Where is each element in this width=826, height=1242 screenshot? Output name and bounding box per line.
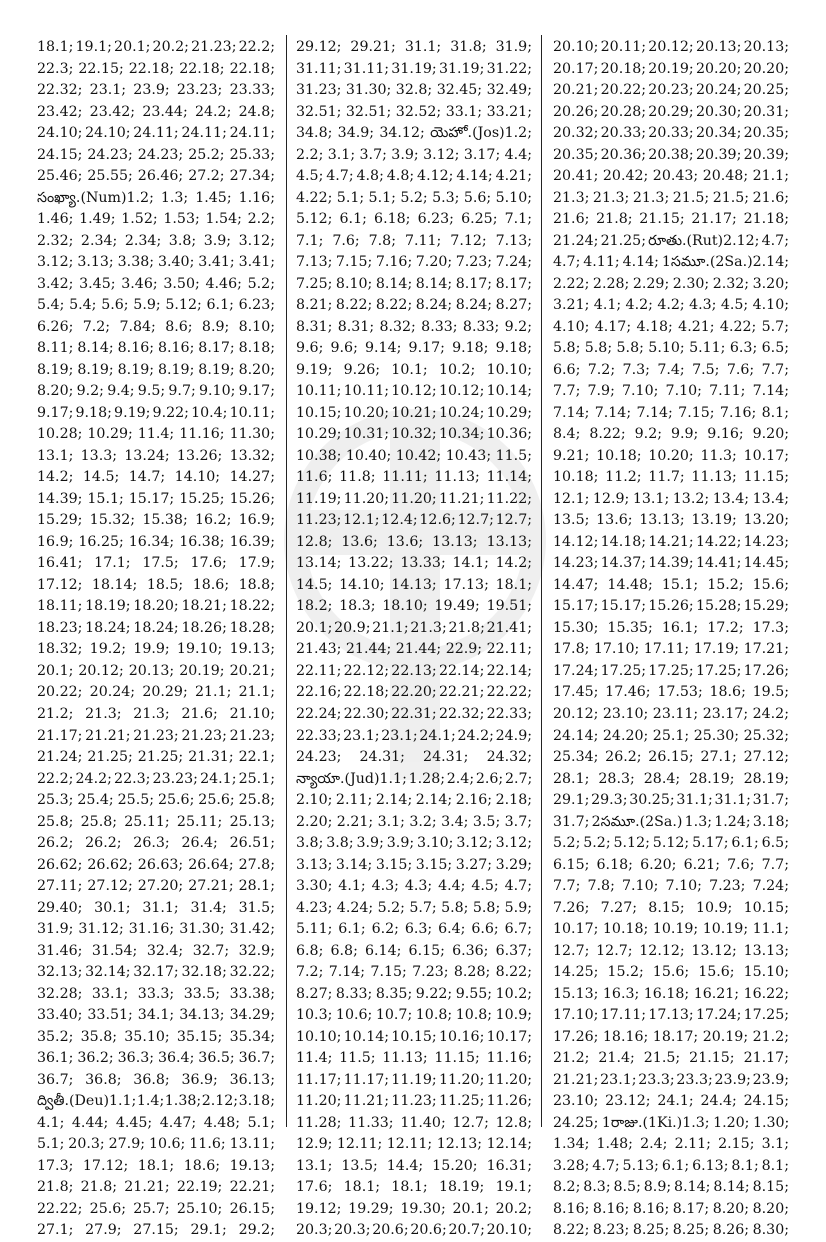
reference-line: 9.21; 10.18; 10.20; 11.3; 10.17; <box>553 447 789 464</box>
reference-line: 34.8; 34.9; 34.12; యెహో.(Jos)1.2; <box>296 125 532 142</box>
reference-line: 7.14; 7.14; 7.14; 7.15; 7.16; 8.1; <box>553 404 789 421</box>
reference-line: 8.16; 8.16; 8.16; 8.17; 8.20; 8.20; <box>553 1200 789 1217</box>
reference-line: 5.12; 6.1; 6.18; 6.23; 6.25; 7.1; <box>296 211 532 228</box>
reference-line: 9.6; 9.6; 9.14; 9.17; 9.18; 9.18; <box>296 340 532 357</box>
reference-line: 21.43; 21.44; 21.44; 22.9; 22.11; <box>296 641 532 658</box>
reference-line: 1.46; 1.49; 1.52; 1.53; 1.54; 2.2; <box>37 211 275 228</box>
reference-line: 8.19; 8.19; 8.19; 8.19; 8.19; 8.20; <box>37 361 275 378</box>
reference-line: 24.10; 24.10; 24.11; 24.11; 24.11; <box>37 125 276 142</box>
reference-line: 8.31; 8.31; 8.32; 8.33; 8.33; 9.2; <box>296 318 532 335</box>
reference-line: 9.17; 9.18; 9.19; 9.22; 10.4; 10.11; <box>37 404 275 421</box>
reference-line: 4.1; 4.44; 4.45; 4.47; 4.48; 5.1; <box>37 1114 275 1131</box>
reference-line: 16.9; 16.25; 16.34; 16.38; 16.39; <box>37 533 275 550</box>
reference-line: 28.1; 28.3; 28.4; 28.19; 28.19; <box>553 770 789 787</box>
reference-line: 21.6; 21.8; 21.15; 21.17; 21.18; <box>553 211 789 228</box>
reference-line: 20.26; 20.28; 20.29; 20.30; 20.31; <box>553 103 790 120</box>
reference-line: 29.40; 30.1; 31.1; 31.4; 31.5; <box>37 899 275 916</box>
reference-line: 26.62; 26.62; 26.63; 26.64; 27.8; <box>37 856 275 873</box>
reference-line: 7.25; 8.10; 8.14; 8.14; 8.17; 8.17; <box>296 275 532 292</box>
reference-line: 15.29; 15.32; 15.38; 16.2; 16.9; <box>37 512 275 529</box>
reference-line: 23.42; 23.42; 23.44; 24.2; 24.8; <box>37 103 275 120</box>
reference-line: 17.8; 17.10; 17.11; 17.19; 17.21; <box>553 641 789 658</box>
reference-line: 14.47; 14.48; 15.1; 15.2; 15.6; <box>553 576 789 593</box>
reference-line: 8.11; 8.14; 8.16; 8.16; 8.17; 8.18; <box>37 340 275 357</box>
reference-line: 9.19; 9.26; 10.1; 10.2; 10.10; <box>296 361 532 378</box>
reference-line: 8.22; 8.23; 8.25; 8.25; 8.26; 8.30; <box>553 1222 789 1239</box>
reference-line: 29.12; 29.21; 31.1; 31.8; 31.9; <box>296 39 532 55</box>
reference-line: 32.13; 32.14; 32.17; 32.18; 32.22; <box>37 964 276 981</box>
column-3 <box>553 37 790 1239</box>
reference-line: 20.1; 20.9; 21.1; 21.3; 21.8; 21.41; <box>296 619 532 636</box>
reference-line: 36.7; 36.8; 36.8; 36.9; 36.13; <box>37 1071 275 1088</box>
reference-line: 22.33; 23.1; 23.1; 24.1; 24.2; 24.9; <box>296 727 532 744</box>
reference-line: 12.9; 12.11; 12.11; 12.13; 12.14; <box>296 1136 532 1153</box>
reference-line: 11.4; 11.5; 11.13; 11.15; 11.16; <box>296 1050 532 1067</box>
reference-line: 14.23; 14.37; 14.39; 14.41; 14.45; <box>553 555 790 572</box>
reference-line: 18.11; 18.19; 18.20; 18.21; 18.22; <box>37 598 276 615</box>
reference-line: 16.41; 17.1; 17.5; 17.6; 17.9; <box>37 555 275 572</box>
reference-line: 21.17; 21.21; 21.23; 21.23; 21.23; <box>37 727 276 744</box>
reference-line: 3.30; 4.1; 4.3; 4.3; 4.4; 4.5; 4.7; <box>296 878 532 895</box>
reference-line: 7.1; 7.6; 7.8; 7.11; 7.12; 7.13; <box>296 232 532 249</box>
reference-line: 4.10; 4.17; 4.18; 4.21; 4.22; 5.7; <box>553 318 789 335</box>
reference-line: 3.12; 3.13; 3.38; 3.40; 3.41; 3.41; <box>37 254 275 271</box>
reference-line: 3.8; 3.8; 3.9; 3.9; 3.10; 3.12; 3.12; <box>296 835 532 852</box>
reference-line: 25.3; 25.4; 25.5; 25.6; 25.6; 25.8; <box>37 792 275 809</box>
reference-line: 5.4; 5.4; 5.6; 5.9; 5.12; 6.1; 6.23; <box>37 297 275 314</box>
reference-line: 5.11; 6.1; 6.2; 6.3; 6.4; 6.6; 6.7; <box>296 921 532 938</box>
reference-line: 14.25; 15.2; 15.6; 15.6; 15.10; <box>553 964 789 981</box>
reference-line: 13.1; 13.5; 14.4; 15.20; 16.31; <box>296 1157 532 1174</box>
reference-line: 15.13; 16.3; 16.18; 16.21; 16.22; <box>553 985 789 1002</box>
reference-line: 8.4; 8.22; 9.2; 9.9; 9.16; 9.20; <box>553 426 789 443</box>
reference-line: 2.20; 2.21; 3.1; 3.2; 3.4; 3.5; 3.7; <box>296 813 532 830</box>
reference-line: 25.34; 26.2; 26.15; 27.1; 27.12; <box>553 749 789 766</box>
reference-line: 24.15; 24.23; 24.23; 25.2; 25.33; <box>37 146 275 163</box>
reference-line: 17.6; 18.1; 18.1; 18.19; 19.1; <box>296 1179 532 1196</box>
reference-line: 6.6; 7.2; 7.3; 7.4; 7.5; 7.6; 7.7; <box>553 361 789 378</box>
reference-line: 35.2; 35.8; 35.10; 35.15; 35.34; <box>37 1028 275 1045</box>
reference-line: 25.46; 25.55; 26.46; 27.2; 27.34; <box>37 168 275 185</box>
reference-line: 2.22; 2.28; 2.29; 2.30; 2.32; 3.20; <box>553 275 789 292</box>
reference-line: సంఖ్యా.(Num)1.2; 1.3; 1.45; 1.16; <box>37 189 275 206</box>
reference-line: 4.5; 4.7; 4.8; 4.8; 4.12; 4.14; 4.21; <box>296 168 532 185</box>
reference-line: 10.15; 10.20; 10.21; 10.24; 10.29; <box>296 404 533 421</box>
reference-line: 19.12; 19.29; 19.30; 20.1; 20.2; <box>296 1200 532 1217</box>
reference-line: 12.8; 13.6; 13.6; 13.13; 13.13; <box>296 533 532 550</box>
reference-line: 10.29; 10.31; 10.32; 10.34; 10.36; <box>296 426 533 443</box>
reference-line: 32.28; 33.1; 33.3; 33.5; 33.38; <box>37 985 275 1002</box>
reference-line: 6.8; 6.8; 6.14; 6.15; 6.36; 6.37; <box>296 942 532 959</box>
reference-line: 23.10; 23.12; 24.1; 24.4; 24.15; <box>553 1093 789 1110</box>
reference-line: 8.2; 8.3; 8.5; 8.9; 8.14; 8.14; 8.15; <box>553 1179 789 1196</box>
reference-line: 24.14; 24.20; 25.1; 25.30; 25.32; <box>553 727 789 744</box>
reference-line: 11.6; 11.8; 11.11; 11.13; 11.14; <box>296 469 532 486</box>
reference-line: 22.24; 22.30; 22.31; 22.32; 22.33; <box>296 705 533 722</box>
reference-line: 4.7; 4.11; 4.14; 1సమూ.(2Sa.)2.14; <box>553 254 789 271</box>
reference-line: 26.2; 26.2; 26.3; 26.4; 26.51; <box>37 835 275 852</box>
reference-line: 20.41; 20.42; 20.43; 20.48; 21.1; <box>553 168 789 185</box>
reference-line: 3.13; 3.14; 3.15; 3.15; 3.27; 3.29; <box>296 856 532 873</box>
reference-line: 10.17; 10.18; 10.19; 10.19; 11.1; <box>553 921 789 938</box>
reference-line: 4.23; 4.24; 5.2; 5.7; 5.8; 5.8; 5.9; <box>296 899 532 916</box>
reference-line: 1.34; 1.48; 2.4; 2.11; 2.15; 3.1; <box>553 1136 789 1153</box>
reference-line: 7.26; 7.27; 8.15; 10.9; 10.15; <box>553 899 789 916</box>
reference-line: 3.28; 4.7; 5.13; 6.1; 6.13; 8.1; 8.1; <box>553 1157 789 1174</box>
reference-line: 17.24; 17.25; 17.25; 17.25; 17.26; <box>553 662 790 679</box>
reference-line: 20.1; 20.12; 20.13; 20.19; 20.21; <box>37 662 275 679</box>
reference-line: 31.46; 31.54; 32.4; 32.7; 32.9; <box>37 942 275 959</box>
reference-line: 20.22; 20.24; 20.29; 21.1; 21.1; <box>37 684 275 701</box>
reference-line: 18.23; 18.24; 18.24; 18.26; 18.28; <box>37 619 276 636</box>
reference-line: 14.12; 14.18; 14.21; 14.22; 14.23; <box>553 533 790 550</box>
reference-line: 21.24; 21.25; 21.25; 21.31; 22.1; <box>37 749 275 766</box>
reference-line: 20.21; 20.22; 20.23; 20.24; 20.25; <box>553 82 790 99</box>
reference-line: 7.7; 7.8; 7.10; 7.10; 7.23; 7.24; <box>553 878 789 895</box>
reference-line: 8.21; 8.22; 8.22; 8.24; 8.24; 8.27; <box>296 297 532 314</box>
reference-line: 22.11; 22.12; 22.13; 22.14; 22.14; <box>296 662 533 679</box>
reference-line: 2.2; 3.1; 3.7; 3.9; 3.12; 3.17; 4.4; <box>296 146 532 163</box>
reference-line: 31.23; 31.30; 32.8; 32.45; 32.49; <box>296 82 532 99</box>
reference-line: 7.13; 7.15; 7.16; 7.20; 7.23; 7.24; <box>296 254 532 271</box>
reference-line: 6.15; 6.18; 6.20; 6.21; 7.6; 7.7; <box>553 856 789 873</box>
reference-line: 3.21; 4.1; 4.2; 4.2; 4.3; 4.5; 4.10; <box>553 297 789 314</box>
reference-line: 33.40; 33.51; 34.1; 34.13; 34.29; <box>37 1007 275 1024</box>
reference-line: 22.3; 22.15; 22.18; 22.18; 22.18; <box>37 60 275 77</box>
reference-line: 15.30; 15.35; 16.1; 17.2; 17.3; <box>553 619 789 636</box>
reference-line: 18.32; 19.2; 19.9; 19.10; 19.13; <box>37 641 275 658</box>
reference-line: 20.12; 23.10; 23.11; 23.17; 24.2; <box>553 705 789 722</box>
reference-line: 8.20; 9.2; 9.4; 9.5; 9.7; 9.10; 9.17; <box>37 383 275 400</box>
reference-line: 17.26; 18.16; 18.17; 20.19; 21.2; <box>553 1028 789 1045</box>
reference-line: 20.10; 20.11; 20.12; 20.13; 20.13; <box>553 39 790 55</box>
reference-line: 21.2; 21.4; 21.5; 21.15; 21.17; <box>553 1050 789 1067</box>
reference-line: 13.5; 13.6; 13.13; 13.19; 13.20; <box>553 512 789 529</box>
reference-line: 13.1; 13.3; 13.24; 13.26; 13.32; <box>37 447 275 464</box>
reference-line: 10.28; 10.29; 11.4; 11.16; 11.30; <box>37 426 275 443</box>
reference-line: 22.22; 25.6; 25.7; 25.10; 26.15; <box>37 1200 275 1217</box>
reference-line: 3.42; 3.45; 3.46; 3.50; 4.46; 5.2; <box>37 275 275 292</box>
reference-line: 10.18; 11.2; 11.7; 11.13; 11.15; <box>553 469 789 486</box>
reference-line: 13.14; 13.22; 13.33; 14.1; 14.2; <box>296 555 532 572</box>
reference-line: 12.7; 12.7; 12.12; 13.12; 13.13; <box>553 942 789 959</box>
reference-line: 10.38; 10.40; 10.42; 10.43; 11.5; <box>296 447 532 464</box>
reference-line: 31.11; 31.11; 31.19; 31.19; 31.22; <box>296 60 533 77</box>
reference-line: 29.1; 29.3; 30.25; 31.1; 31.1; 31.7; <box>553 792 789 809</box>
reference-line: ద్వితీ.(Deu)1.1; 1.4; 1.38; 2.12; 3.18; <box>37 1093 275 1110</box>
reference-line: 14.2; 14.5; 14.7; 14.10; 14.27; <box>37 469 275 486</box>
reference-line: 4.22; 5.1; 5.1; 5.2; 5.3; 5.6; 5.10; <box>296 189 532 206</box>
reference-line: 25.8; 25.8; 25.11; 25.11; 25.13; <box>37 813 275 830</box>
reference-line: 2.10; 2.11; 2.14; 2.14; 2.16; 2.18; <box>296 792 532 809</box>
reference-line: 31.7; 2సమూ.(2Sa.) 1.3; 1.24; 3.18; <box>553 813 790 830</box>
reference-line: 18.2; 18.3; 18.10; 19.49; 19.51; <box>296 598 532 615</box>
reference-line: 21.2; 21.3; 21.3; 21.6; 21.10; <box>37 705 275 722</box>
reference-line: 5.2; 5.2; 5.12; 5.12; 5.17; 6.1; 6.5; <box>553 835 789 852</box>
reference-line: 11.20; 11.21; 11.23; 11.25; 11.26; <box>296 1093 533 1110</box>
reference-line: 18.1; 19.1; 20.1; 20.2; 21.23; 22.2; <box>37 39 275 55</box>
reference-line: 15.17; 15.17; 15.26; 15.28; 15.29; <box>553 598 790 615</box>
column-2 <box>296 37 533 1239</box>
reference-line: 20.35; 20.36; 20.38; 20.39; 20.39; <box>553 146 790 163</box>
reference-line: 20.32; 20.33; 20.33; 20.34; 20.35; <box>553 125 790 142</box>
reference-line: 12.1; 12.9; 13.1; 13.2; 13.4; 13.4; <box>553 490 789 507</box>
reference-line: 6.26; 7.2; 7.84; 8.6; 8.9; 8.10; <box>37 318 275 335</box>
reference-line: 24.25; 1రాజు.(1Ki.)1.3; 1.20; 1.30; <box>553 1114 790 1131</box>
reference-line: 31.9; 31.12; 31.16; 31.30; 31.42; <box>37 921 275 938</box>
reference-line: 7.7; 7.9; 7.10; 7.10; 7.11; 7.14; <box>553 383 789 400</box>
reference-line: 27.1; 27.9; 27.15; 29.1; 29.2; <box>37 1222 275 1239</box>
reference-line: 27.11; 27.12; 27.20; 27.21; 28.1; <box>37 878 275 895</box>
reference-line: 21.21; 23.1; 23.3; 23.3; 23.9; 23.9; <box>553 1071 789 1088</box>
reference-line: 36.1; 36.2; 36.3; 36.4; 36.5; 36.7; <box>37 1050 275 1067</box>
reference-line: 22.2; 24.2; 22.3; 23.23; 24.1; 25.1; <box>37 770 275 787</box>
reference-line: 11.19; 11.20; 11.20; 11.21; 11.22; <box>296 490 533 507</box>
reference-line: 21.3; 21.3; 21.3; 21.5; 21.5; 21.6; <box>553 189 789 206</box>
reference-line: 20.3; 20.3; 20.6; 20.6; 20.7; 20.10; <box>296 1222 532 1239</box>
column-divider-2 <box>541 35 542 1127</box>
reference-line: న్యాయా.(Jud)1.1; 1.28; 2.4; 2.6; 2.7; <box>296 770 533 787</box>
reference-line: 5.8; 5.8; 5.8; 5.10; 5.11; 6.3; 6.5; <box>553 340 789 357</box>
reference-line: 22.16; 22.18; 22.20; 22.21; 22.22; <box>296 684 533 701</box>
column-1 <box>37 37 276 1239</box>
reference-line: 22.32; 23.1; 23.9; 23.23; 23.33; <box>37 82 275 99</box>
reference-line: 11.17; 11.17; 11.19; 11.20; 11.20; <box>296 1071 533 1088</box>
reference-line: 21.8; 21.8; 21.21; 22.19; 22.21; <box>37 1179 275 1196</box>
reference-line: 21.24; 21.25; రూతు.(Rut)2.12; 4.7; <box>553 232 789 249</box>
reference-line: 11.28; 11.33; 11.40; 12.7; 12.8; <box>296 1114 532 1131</box>
reference-line: 14.39; 15.1; 15.17; 15.25; 15.26; <box>37 490 275 507</box>
reference-line: 32.51; 32.51; 32.52; 33.1; 33.21; <box>296 103 532 120</box>
reference-line: 17.3; 17.12; 18.1; 18.6; 19.13; <box>37 1157 275 1174</box>
reference-line: 10.3; 10.6; 10.7; 10.8; 10.8; 10.9; <box>296 1007 532 1024</box>
reference-line: 10.10; 10.14; 10.15; 10.16; 10.17; <box>296 1028 533 1045</box>
reference-line: 10.11; 10.11; 10.12; 10.12; 10.14; <box>296 383 533 400</box>
column-divider-1 <box>286 35 287 1127</box>
reference-line: 7.2; 7.14; 7.15; 7.23; 8.28; 8.22; <box>296 964 532 981</box>
reference-line: 17.10; 17.11; 17.13; 17.24; 17.25; <box>553 1007 790 1024</box>
reference-line: 24.23; 24.31; 24.31; 24.32; <box>296 749 532 766</box>
reference-line: 20.17; 20.18; 20.19; 20.20; 20.20; <box>553 60 790 77</box>
reference-line: 2.32; 2.34; 2.34; 3.8; 3.9; 3.12; <box>37 232 275 249</box>
reference-line: 5.1; 20.3; 27.9; 10.6; 11.6; 13.11; <box>37 1136 275 1153</box>
reference-line: 11.23; 12.1; 12.4; 12.6; 12.7; 12.7; <box>296 512 532 529</box>
reference-line: 14.5; 14.10; 14.13; 17.13; 18.1; <box>296 576 532 593</box>
reference-line: 17.45; 17.46; 17.53; 18.6; 19.5; <box>553 684 789 701</box>
reference-line: 8.27; 8.33; 8.35; 9.22; 9.55; 10.2; <box>296 985 532 1002</box>
reference-line: 17.12; 18.14; 18.5; 18.6; 18.8; <box>37 576 275 593</box>
